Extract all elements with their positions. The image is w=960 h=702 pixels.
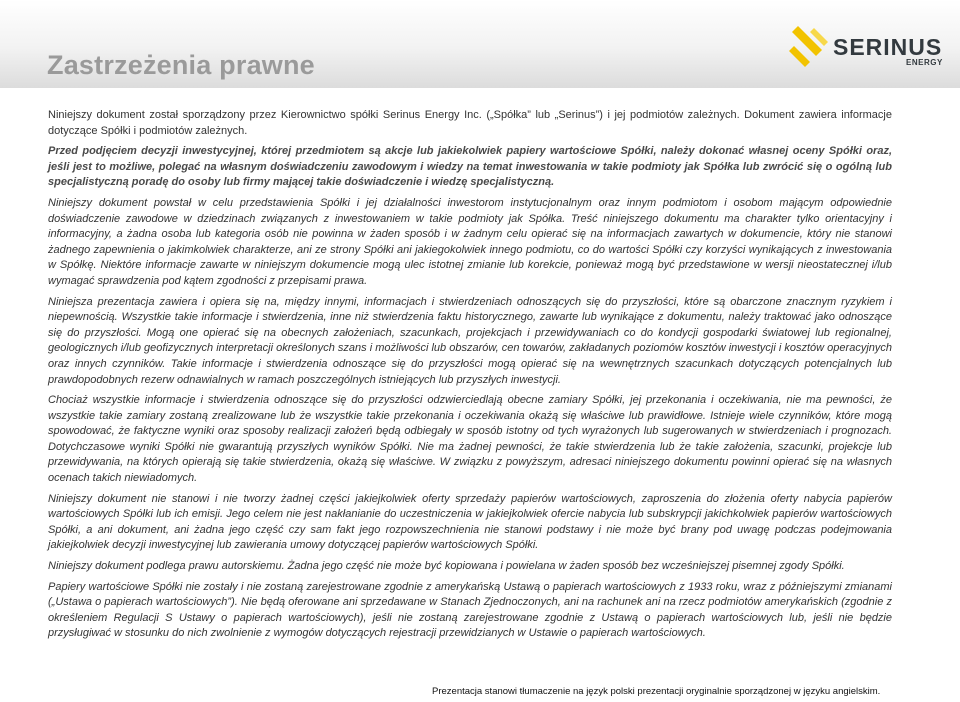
paragraph-no-offer: Niniejszy dokument nie stanowi i nie tworzy żadnej części jakiejkolwiek oferty sprzedaży papierów wartościowych, zaproszenia do złożenia oferty nabycia papierów wartościowych Spółki lub ich emisji. Jego celem nie jest nakłanianie do uczestniczenia w jakiejkolwiek ofercie nabycia lub subskrypcji jakichkolwiek papierów wartościowych Spółki, a ani dokument, ani żadna jego część czy sam fakt jego rozpowszechnienia nie stanowi podstawy i nie może być brany pod uwagę podczas podejmowania jakiejkolwiek decyzji inwestycyjnej lub zawierania umowy dotyczącej papierów wartościowych Spółki. [48,492,892,552]
paragraph-investment-warning: Przed podjęciem decyzji inwestycyjnej, której przedmiotem są akcje lub jakiekolwiek papiery wartościowe Spółki, należy dokonać własnej oceny Spółki oraz, jeśli jest to możliwe, polegać na własnym doświadczeniu zawodowym i wiedzy na temat inwestowania w takie podmioty jak Spółka lub zwrócić się o ogólną lub specjalistyczną poradę do osoby lub firmy mającej takie doświadczenie i wiedzę specjalistyczną. [48,145,892,189]
serinus-logo [788,24,943,72]
logo-name: SERINUS [833,34,943,60]
translation-footer: Prezentacja stanowi tłumaczenie na język polski prezentacji oryginalnie sporządzonej w języku angielskim. [432,686,881,697]
disclaimer-body [48,108,892,647]
logo-sub: ENERGY [906,58,943,67]
paragraph-purpose: Niniejszy dokument powstał w celu przedstawienia Spółki i jej działalności inwestorom instytucjonalnym oraz innym podmiotom i osobom mającym odpowiednie doświadczenie zawodowe w dziedzinach związanych z inwestowaniem w takie podmioty jak Spółka. Treść niniejszego dokumentu ma charakter tylko orientacyjny i informacyjny, a żadna osoba lub kategoria osób nie powinna w żaden sposób i w żadnym celu opierać się na informacjach zawartych w dokumencie, który nie stanowi żadnego zapewnienia o jakimkolwiek charakterze, ani ze strony Spółki ani jakiegokolwiek innego podmiotu, co do wartości Spółki czy korzyści wynikających z inwestowania w Spółkę. Niektóre informacje zawarte w niniejszym dokumencie mogą ulec istotnej zmianie lub korekcie, ponieważ mogą być przedstawione w wersji nieostatecznej i/lub wymagać sprawdzenia pod kątem zgodności z przepisami prawa. [48,196,892,287]
paragraph-copyright: Niniejszy dokument podlega prawu autorskiemu. Żadna jego część nie może być kopiowana i powielana w żaden sposób bez wcześniejszej pisemnej zgody Spółki. [48,560,845,573]
paragraph-securities-act: Papiery wartościowe Spółki nie zostały i nie zostaną zarejestrowane zgodnie z amerykańską Ustawą o papierach wartościowych z 1933 roku, wraz z późniejszymi zmianami („Ustawa o papierach wartościowych”). Nie będą oferowane ani sprzedawane w Stanach Zjednoczonych, ani na rachunek ani na rzecz podmiotów amerykańskich (zgodnie z określeniem Regulacji S Ustawy o papierach wartościowych), jeśli nie zostaną zarejestrowane zgodnie z Ustawą o papierach wartościowych lub, jeśli nie będzie przysługiwać w stosunku do nich zwolnienie z wymogów dotyczących rejestracji przewidzianych w Ustawie o papierach wartościowych. [48,580,892,640]
paragraph-intro: Niniejszy dokument został sporządzony przez Kierownictwo spółki Serinus Energy Inc. („Spółka” lub „Serinus”) i jej podmiotów zależnych. Dokument zawiera informacje dotyczące Spółki i podmiotów zależnych. [48,109,892,137]
paragraph-forward-looking: Niniejsza prezentacja zawiera i opiera się na, między innymi, informacjach i stwierdzeniach odnoszących się do przyszłości, które są obarczone znacznym ryzykiem i niepewnością. Wszystkie takie informacje i stwierdzenia, inne niż stwierdzenia faktu historycznego, zawarte lub wynikające z dokumentu, należy traktować jako odnoszące się do przyszłości. Mogą one opierać się na obecnych założeniach, szacunkach, projekcjach i przewidywaniach co do kondycji gospodarki światowej lub regionalnej, geologicznych i/lub geofizycznych interpretacji określonych szans i możliwości lub obszarów, cen towarów, zakładanych poziomów kosztów inwestycji i kosztów operacyjnych oraz innych czynników. Takie informacje i stwierdzenia odnoszące się do przyszłości mogą opierać się na wewnętrznych szacunkach dotyczących potencjalnych lub prawdopodobnych rezerw odnawialnych w ramach poszczególnych istniejących lub przyszłych inwestycji. [48,295,892,386]
page-title: Zastrzeżenia prawne [47,50,315,80]
logo-mark-icon [788,24,832,68]
paragraph-no-guarantee: Chociaż wszystkie informacje i stwierdzenia odnoszące się do przyszłości odzwierciedlają obecne zamiary Spółki, jej przekonania i oczekiwania, nie ma pewności, że wszystkie takie zamiary zostaną zrealizowane lub że wszystkie takie przekonania i oczekiwania okażą się właściwe lub prawidłowe. Istnieje wiele czynników, które mogą spowodować, że faktyczne wyniki oraz sposoby realizacji założeń będą odbiegały w sposób istotny od tych wyrażonych lub sugerowanych w stwierdzeniach i prognozach. Dotychczasowe wyniki Spółki nie gwarantują przyszłych wyników Spółki. Nie ma żadnej pewności, że takie stwierdzenia lub że takie założenia, szacunki, projekcje lub przewidywania, na których opierają się takie stwierdzenia, okażą się właściwe. W związku z powyższym, adresaci niniejszego dokumentu powinni opierać się na własnych ocenach takich niewiadomych. [48,394,892,485]
